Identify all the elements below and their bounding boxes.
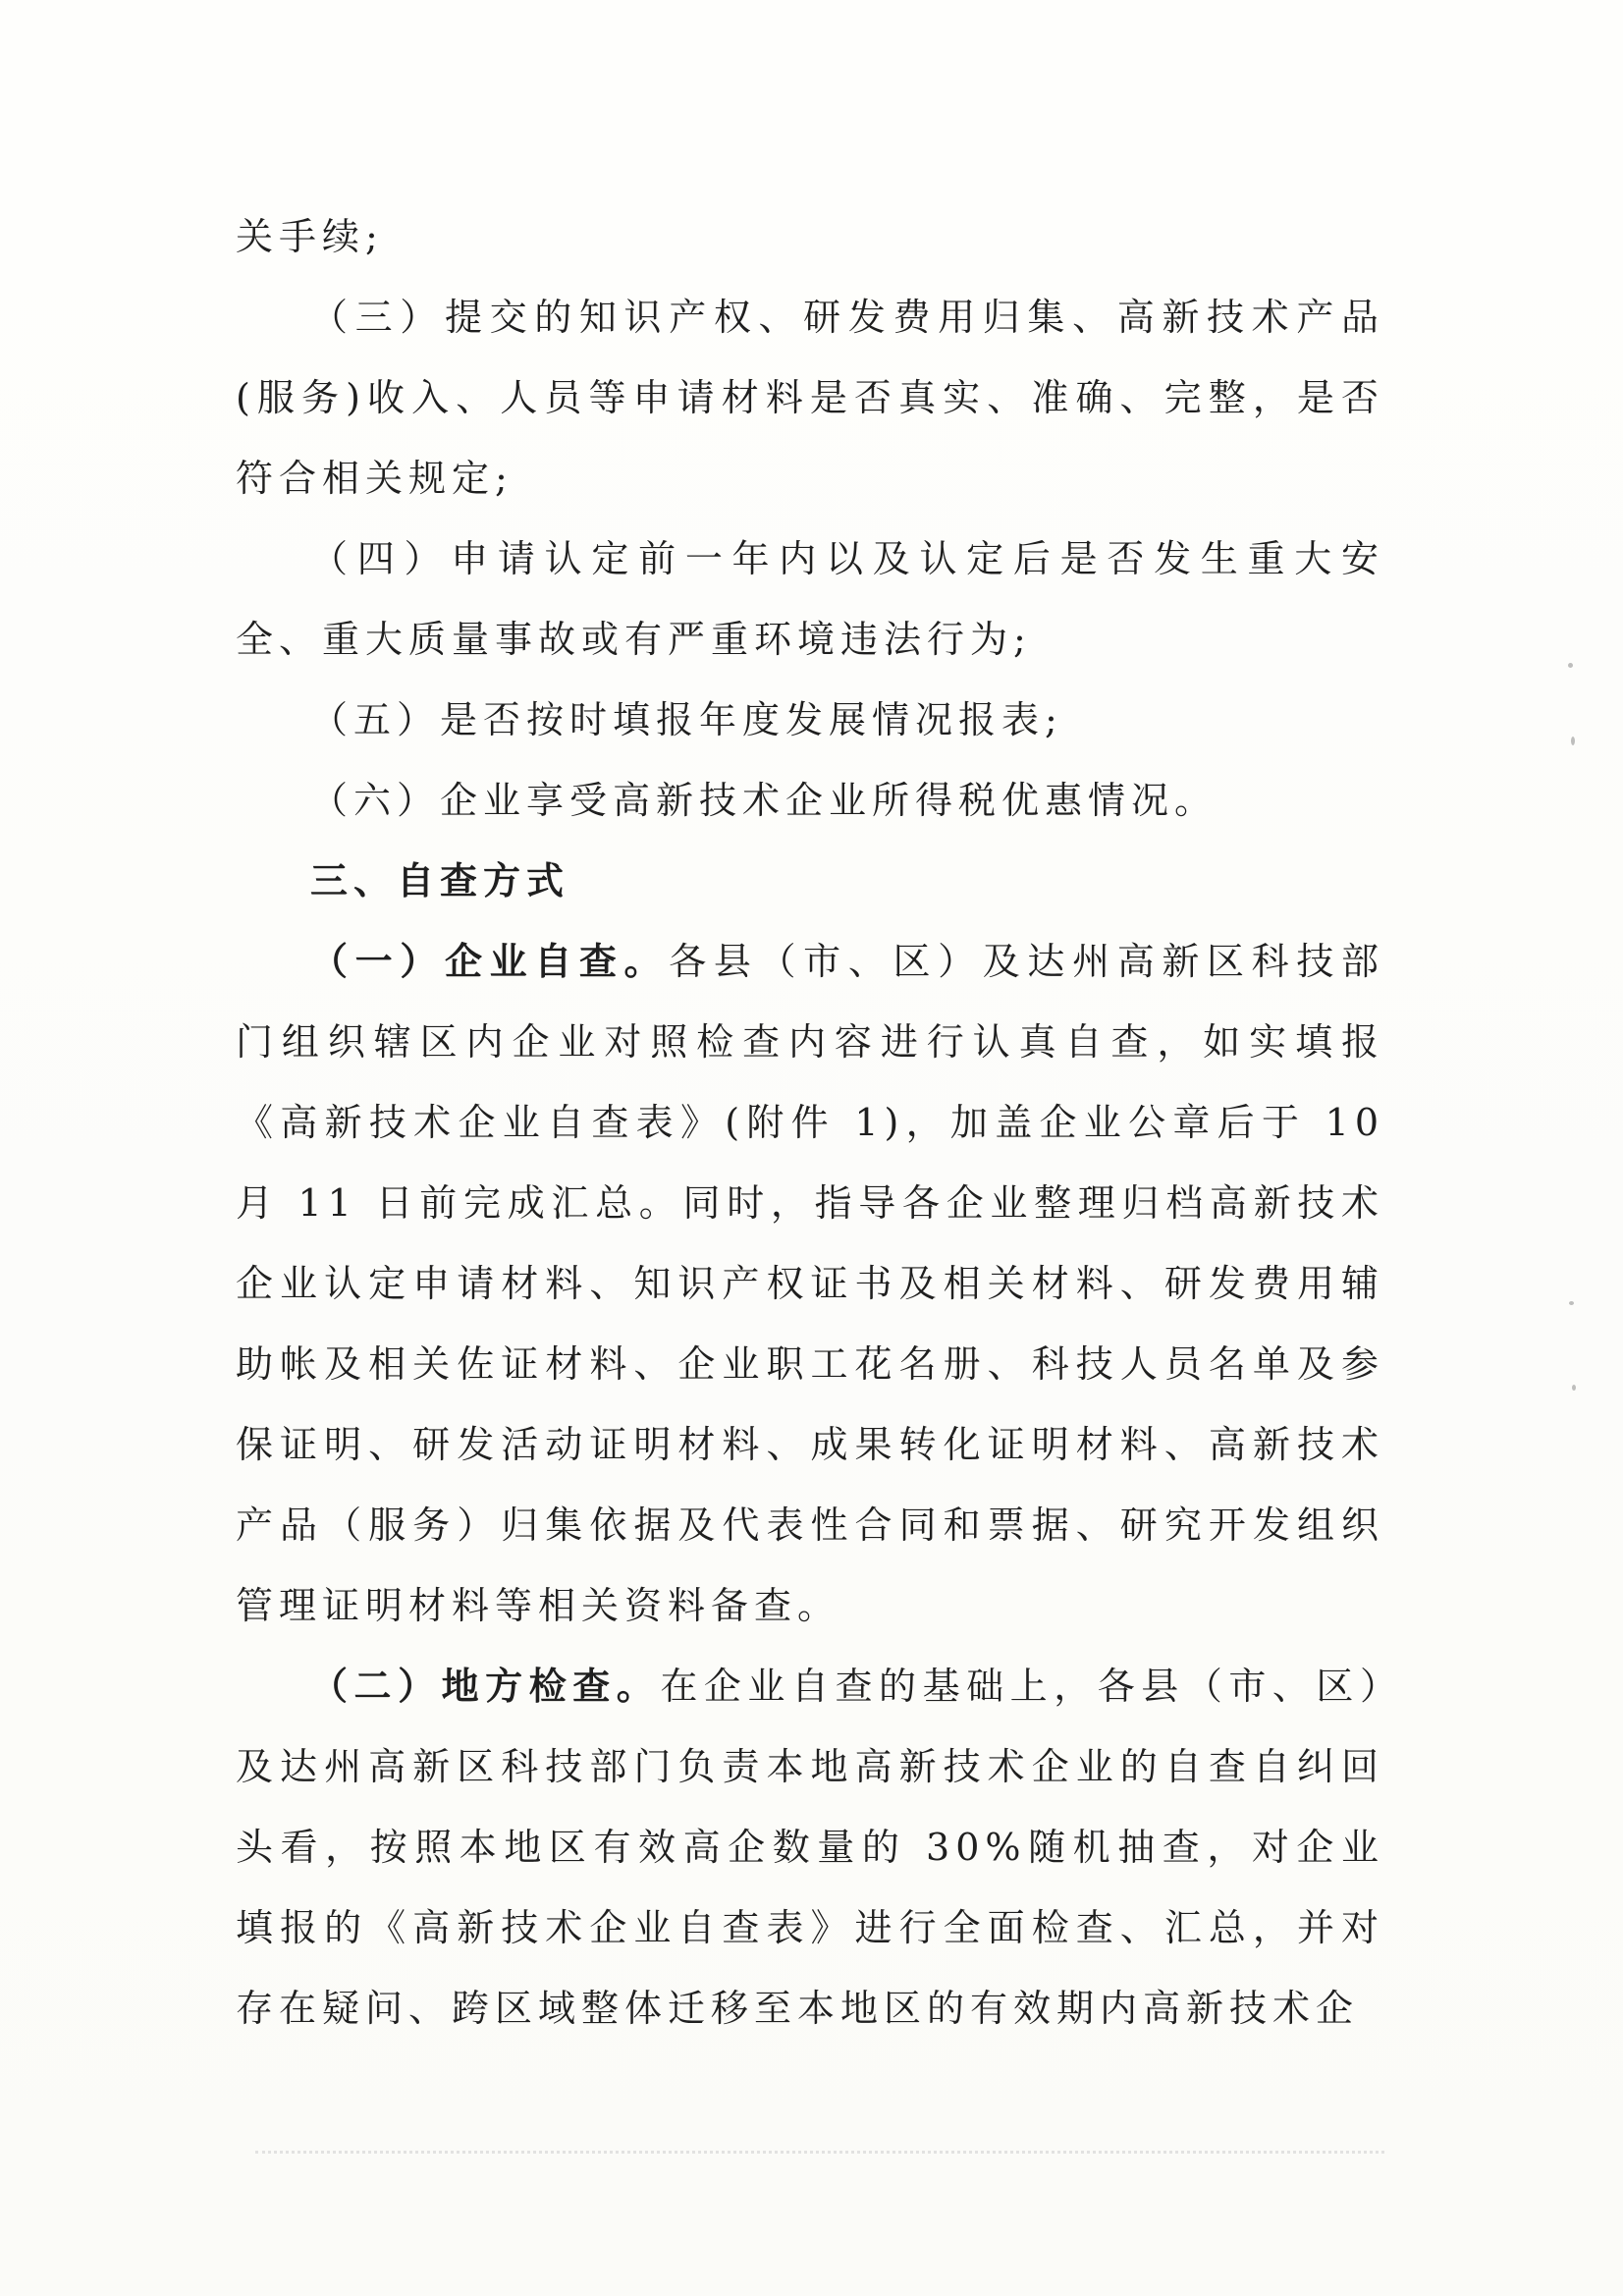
paragraph-text: 各县（市、区）及达州高新区科技部门组织辖区内企业对照检查内容进行认真自查，如实填报《高新技术企业自查表》(附件 1)，加盖企业公章后于 10 月 11 日前完成汇总。同时，指导各企业整理归档高新技术企业认定申请材料、知识产权证书及相关材料、研发费用辅助帐及相关佐证材料、企业职工花名册、科技人员名单及参保证明、研发活动证明材料、成果转化证明材料、高新技术产品（服务）归集依据及代表性合同和票据、研究开发组织管理证明材料等相关资料备查。 [236, 940, 1384, 1627]
paragraph-continuation: 关手续; [236, 215, 384, 258]
paragraph-self-inspection [236, 921, 1384, 1646]
paragraph-lead: （一）企业自查。 [310, 940, 670, 983]
paragraph-item-4: （四）申请认定前一年内以及认定后是否发生重大安全、重大质量事故或有严重环境违法行为; [236, 537, 1384, 661]
scan-speck [1571, 737, 1575, 745]
section-heading-3: 三、自查方式 [310, 859, 570, 902]
scan-speck [1569, 1301, 1574, 1305]
paragraph-item-3: （三）提交的知识产权、研发费用归集、高新技术产品(服务)收入、人员等申请材料是否真实、准确、完整，是否符合相关规定; [236, 296, 1384, 500]
scan-speck [1568, 663, 1573, 668]
scan-speck [1572, 1385, 1576, 1391]
paragraph-text: 在企业自查的基础上，各县（市、区）及达州高新区科技部门负责本地高新技术企业的自查自纠回头看，按照本地区有效高企数量的 30%随机抽查，对企业填报的《高新技术企业自查表》进行全面检查、汇总，并对存在疑问、跨区域整体迁移至本地区的有效期内高新技术企 [236, 1665, 1384, 2030]
paragraph-lead: （二）地方检查。 [310, 1665, 661, 1708]
scan-artifact-line [255, 2151, 1384, 2154]
paragraph-item-5: （五）是否按时填报年度发展情况报表; [310, 698, 1063, 741]
paragraph-local-inspection [236, 1646, 1384, 2049]
document-body [236, 196, 1384, 2049]
paragraph-item-6: （六）企业享受高新技术企业所得税优惠情况。 [310, 779, 1218, 822]
